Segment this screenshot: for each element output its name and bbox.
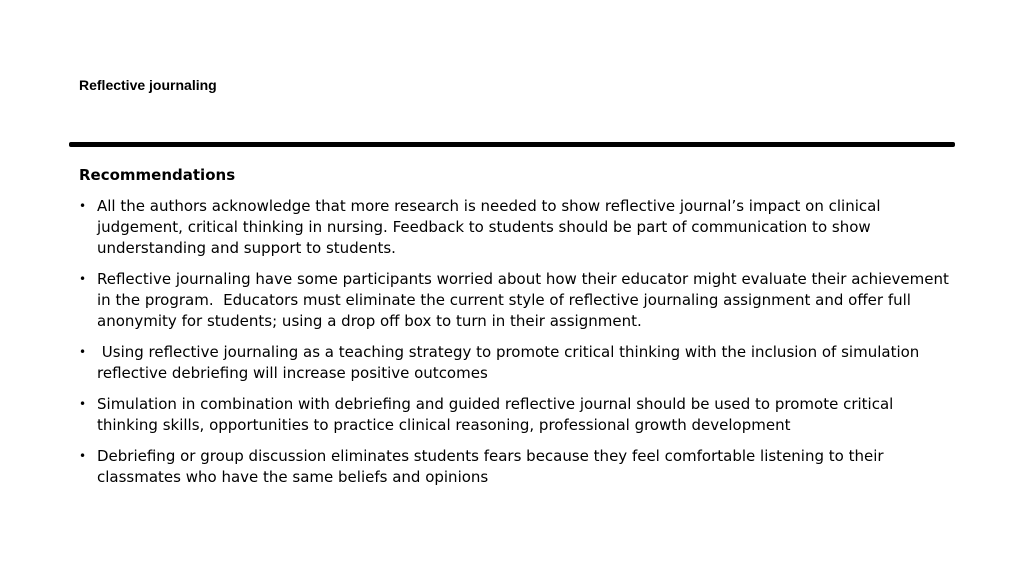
bullet-text: Debriefing or group discussion eliminates students fears because they feel comfortable listening to their classmates who have the same beliefs and opinions: [97, 447, 889, 486]
bullet-item: [79, 446, 949, 488]
bullet-icon: •: [79, 397, 87, 411]
bullet-icon: •: [79, 345, 87, 359]
bullet-icon: •: [79, 272, 87, 286]
slide-title: Reflective journaling: [79, 77, 217, 93]
bullet-icon: •: [79, 199, 87, 213]
bullet-text: Reflective journaling have some participants worried about how their educator might evaluate their achievement in the program. Educators must eliminate the current style of reflective journaling assignment and offer full anonymity for students; using a drop off box to turn in their assignment.: [97, 270, 954, 330]
bullet-icon: •: [79, 449, 87, 463]
bullet-item: [79, 196, 949, 259]
section-heading: Recommendations: [79, 166, 236, 184]
bullet-text: Simulation in combination with debriefing and guided reflective journal should be used to promote critical thinking skills, opportunities to practice clinical reasoning, professional growth development: [97, 395, 899, 434]
bullet-text: Using reflective journaling as a teaching strategy to promote critical thinking with the inclusion of simulation reflective debriefing will increase positive outcomes: [97, 343, 925, 382]
bullet-item: [79, 269, 954, 332]
title-divider: [69, 142, 955, 147]
bullet-item: [79, 342, 949, 384]
slide-content: [79, 165, 954, 498]
bullet-item: [79, 394, 949, 436]
bullet-text: All the authors acknowledge that more research is needed to show reflective journal’s impact on clinical judgement, critical thinking in nursing. Feedback to students should be part of communication to show understanding and support to students.: [97, 197, 886, 257]
bullet-list: [79, 196, 954, 488]
